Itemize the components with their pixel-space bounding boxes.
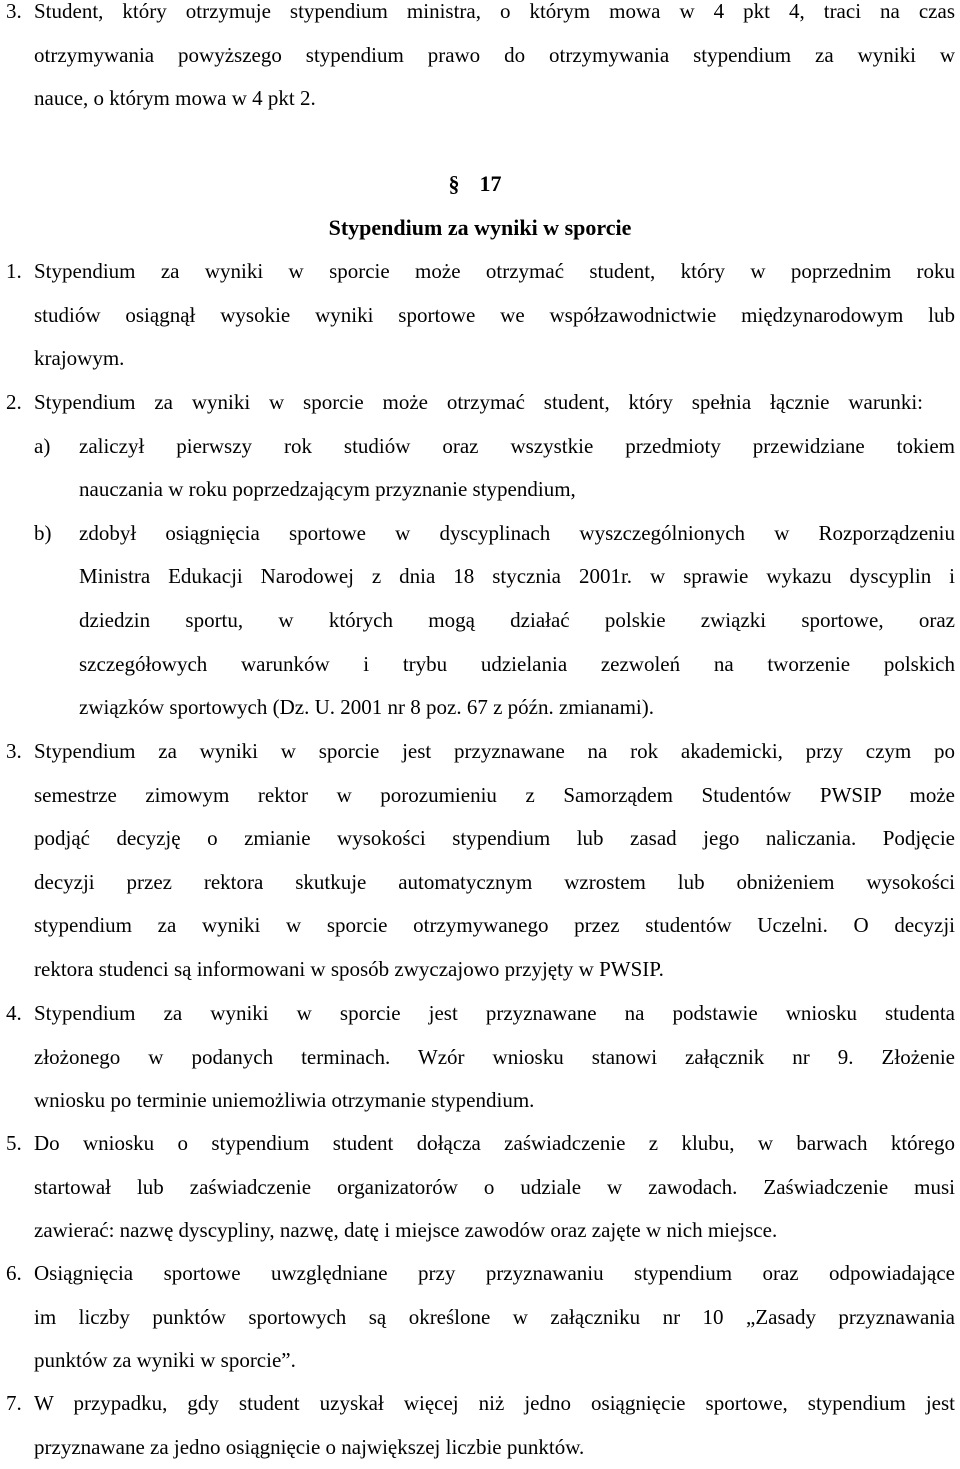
text-line-content: zawierać: nazwę dyscypliny, nazwę, datę i miejsce zawodów oraz zajęte w nich miejsce.	[34, 1218, 778, 1243]
text-line	[0, 555, 960, 599]
text-line	[0, 294, 960, 338]
text-line	[0, 77, 960, 121]
text-line-content: Stypendium za wyniki w sporcie może otrzymać student, który w poprzednim roku	[34, 259, 955, 283]
text-line	[0, 1252, 960, 1296]
text-line	[0, 1339, 960, 1383]
text-line	[0, 730, 960, 774]
text-line	[0, 425, 960, 469]
text-line-content: Stypendium za wyniki w sporcie jest przyznawane na podstawie wniosku studenta	[34, 1001, 955, 1025]
text-line-content: stypendium za wyniki w sporcie otrzymywanego przez studentów Uczelni. O decyzji	[34, 913, 955, 938]
section-title: Stypendium za wyniki w sporcie	[328, 215, 632, 240]
item-number: 3.	[6, 739, 22, 763]
section-number	[0, 162, 960, 206]
text-line-content: nauce, o którym mowa w 4 pkt 2.	[34, 86, 316, 111]
section-sign: §	[448, 171, 460, 196]
text-line	[0, 337, 960, 381]
section-number-value: 17	[479, 171, 502, 196]
text-line	[0, 381, 960, 425]
text-line	[0, 1426, 960, 1469]
text-line	[0, 1382, 960, 1426]
text-line-content: Do wniosku o stypendium student dołącza zaświadczenie z klubu, w barwach którego	[34, 1131, 955, 1155]
text-line	[0, 1296, 960, 1340]
text-line	[0, 774, 960, 818]
text-line	[0, 1209, 960, 1253]
text-line-content: Osiągnięcia sportowe uwzględniane przy przyznawaniu stypendium oraz odpowiadające	[34, 1261, 955, 1285]
text-line-content: studiów osiągnął wysokie wyniki sportowe we współzawodnictwie międzynarodowym lub	[34, 302, 955, 327]
text-line-content: związków sportowych (Dz. U. 2001 nr 8 poz. 67 z późn. zmianami).	[79, 695, 655, 720]
text-line-content: wniosku po terminie uniemożliwia otrzymanie stypendium.	[34, 1088, 535, 1113]
subitem-label: b)	[34, 520, 52, 545]
text-line-content: startował lub zaświadczenie organizatorów o udziale w zawodach. Zaświadczenie musi	[34, 1174, 955, 1199]
text-line	[0, 250, 960, 294]
text-line	[0, 992, 960, 1036]
text-line-content: nauczania w roku poprzedzającym przyznanie stypendium,	[79, 477, 576, 502]
text-line	[0, 0, 960, 34]
text-line	[0, 686, 960, 730]
text-line-content: podjąć decyzję o zmianie wysokości stypendium lub zasad jego naliczania. Podjęcie	[34, 826, 955, 851]
text-line	[0, 599, 960, 643]
text-line	[0, 861, 960, 905]
text-line	[0, 643, 960, 687]
item-number: 5.	[6, 1131, 22, 1155]
text-line-content: Stypendium za wyniki w sporcie jest przyznawane na rok akademicki, przy czym po	[34, 739, 955, 763]
text-line-content: zaliczył pierwszy rok studiów oraz wszystkie przedmioty przewidziane tokiem	[79, 433, 955, 458]
text-line	[0, 817, 960, 861]
text-line-content: przyznawane za jedno osiągnięcie o największej liczbie punktów.	[34, 1434, 585, 1459]
text-line-content: krajowym.	[34, 346, 125, 371]
text-line-content: W przypadku, gdy student uzyskał więcej niż jedno osiągnięcie sportowe, stypendium jest	[34, 1391, 955, 1415]
item-number: 2.	[6, 390, 22, 414]
item-number: 3.	[6, 0, 22, 23]
text-line	[0, 468, 960, 512]
subitem-label: a)	[34, 433, 51, 458]
text-line-content: Student, który otrzymuje stypendium ministra, o którym mowa w 4 pkt 4, traci na czas	[34, 0, 955, 23]
item-number: 1.	[6, 259, 22, 283]
text-line	[0, 1079, 960, 1123]
item-number: 6.	[6, 1261, 22, 1285]
text-line-content: rektora studenci są informowani w sposób zwyczajowo przyjęty w PWSIP.	[34, 957, 664, 981]
text-line	[0, 1122, 960, 1166]
text-line-content: punktów za wyniki w sporcie”.	[34, 1348, 296, 1373]
text-line-content: szczegółowych warunków i trybu udzielania zezwoleń na tworzenie polskich	[79, 651, 955, 676]
text-line-content: decyzji przez rektora skutkuje automatycznym wzrostem lub obniżeniem wysokości	[34, 869, 955, 894]
text-line-content: złożonego w podanych terminach. Wzór wniosku stanowi załącznik nr 9. Złożenie	[34, 1044, 955, 1069]
text-line-content: semestrze zimowym rektor w porozumieniu z Samorządem Studentów PWSIP może	[34, 782, 955, 807]
text-line-content: Stypendium za wyniki w sporcie może otrzymać student, który spełnia łącznie warunki:	[34, 390, 923, 414]
text-line	[0, 904, 960, 948]
text-line-content: otrzymywania powyższego stypendium prawo do otrzymywania stypendium za wyniki w	[34, 42, 955, 67]
item-number: 7.	[6, 1391, 22, 1415]
text-line	[0, 1166, 960, 1210]
text-line-content: Ministra Edukacji Narodowej z dnia 18 stycznia 2001r. w sprawie wykazu dyscyplin i	[79, 564, 955, 589]
item-number: 4.	[6, 1001, 22, 1025]
text-line-content: dziedzin sportu, w których mogą działać polskie związki sportowe, oraz	[79, 608, 955, 632]
text-line	[0, 948, 960, 992]
text-line	[0, 1036, 960, 1080]
text-line-content: zdobył osiągnięcia sportowe w dyscyplinach wyszczególnionych w Rozporządzeniu	[79, 520, 955, 545]
text-line	[0, 512, 960, 556]
text-line	[0, 34, 960, 78]
text-line-content: im liczby punktów sportowych są określone w załączniku nr 10 „Zasady przyznawania	[34, 1304, 955, 1329]
